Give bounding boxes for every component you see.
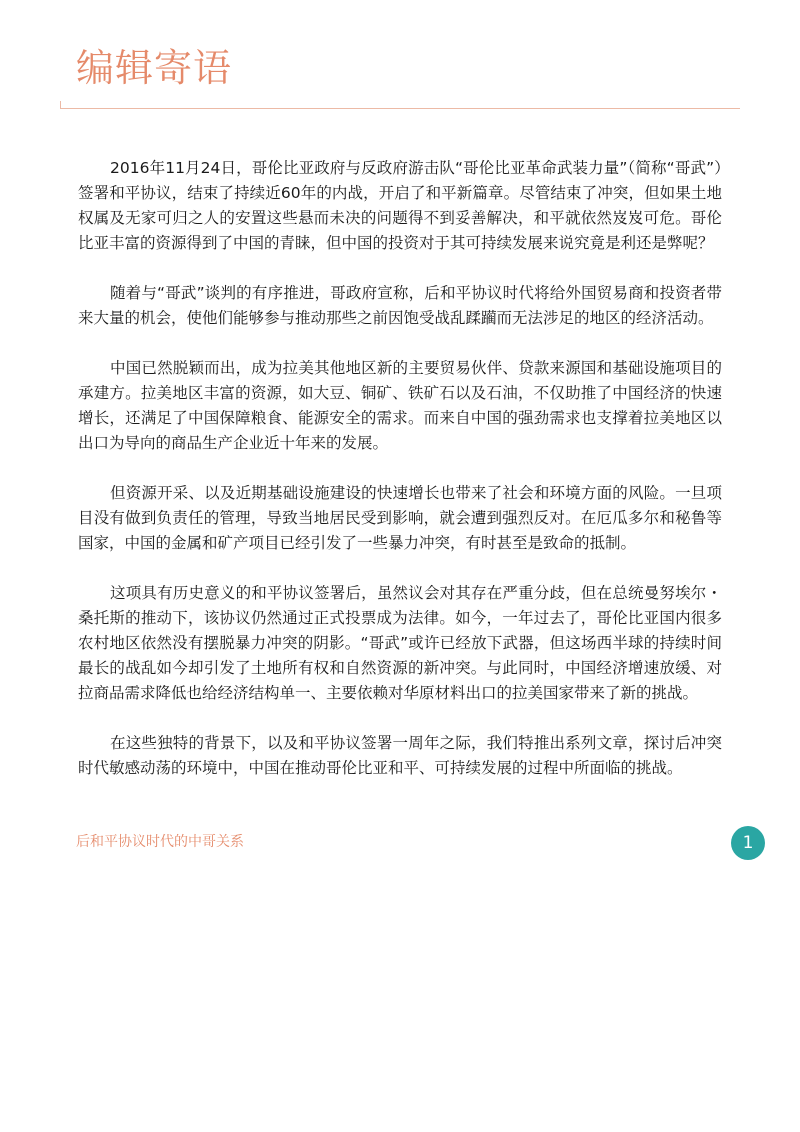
footer-publication-title: 后和平协议时代的中哥关系 <box>76 834 244 850</box>
paragraph-6: 在这些独特的背景下，以及和平协议签署一周年之际，我们特推出系列文章，探讨后冲突时代敏感动荡的环境中，中国在推动哥伦比亚和平、可持续发展的过程中所面临的挑战。 <box>78 734 722 777</box>
paragraph-3: 中国已然脱颖而出，成为拉美其他地区新的主要贸易伙伴、贷款来源国和基础设施项目的承建方。拉美地区丰富的资源，如大豆、铜矿、铁矿石以及石油，不仅助推了中国经济的快速增长，还满足了中国保障粮食、能源安全的需求。而来自中国的强劲需求也支撑着拉美地区以出口为导向的商品生产企业近十年来的发展。 <box>78 359 722 452</box>
paragraph-1: 2016年11月24日，哥伦比亚政府与反政府游击队“哥伦比亚革命武装力量”（简称“哥武”）签署和平协议，结束了持续近60年的内战，开启了和平新篇章。尽管结束了冲突，但如果土地权属及无家可归之人的安置这些悬而未决的问题得不到妥善解决，和平就依然岌岌可危。哥伦比亚丰富的资源得到了中国的青睐，但中国的投资对于其可持续发展来说究竟是利还是弊呢？ <box>78 159 722 252</box>
paragraph-5: 这项具有历史意义的和平协议签署后，虽然议会对其存在严重分歧，但在总统曼努埃尔・桑托斯的推动下，该协议仍然通过正式投票成为法律。如今，一年过去了，哥伦比亚国内很多农村地区依然没有摆脱暴力冲突的阴影。“哥武”或许已经放下武器，但这场西半球的持续时间最长的战乱如今却引发了土地所有权和自然资源的新冲突。与此同时，中国经济增速放缓、对拉商品需求降低也给经济结构单一、主要依赖对华原材料出口的拉美国家带来了新的挑战。 <box>78 584 722 702</box>
article-body <box>78 156 722 806</box>
page-number-badge: 1 <box>731 826 765 860</box>
paragraph-2: 随着与“哥武”谈判的有序推进，哥政府宣称，后和平协议时代将给外国贸易商和投资者带来大量的机会，使他们能够参与推动那些之前因饱受战乱蹂躏而无法涉足的地区的经济活动。 <box>78 284 722 327</box>
title-divider <box>60 108 740 109</box>
paragraph-4: 但资源开采、以及近期基础设施建设的快速增长也带来了社会和环境方面的风险。一旦项目没有做到负责任的管理，导致当地居民受到影响，就会遭到强烈反对。在厄瓜多尔和秘鲁等国家，中国的金属和矿产项目已经引发了一些暴力冲突，有时甚至是致命的抵制。 <box>78 484 722 552</box>
page-title: 编辑寄语 <box>76 46 233 90</box>
